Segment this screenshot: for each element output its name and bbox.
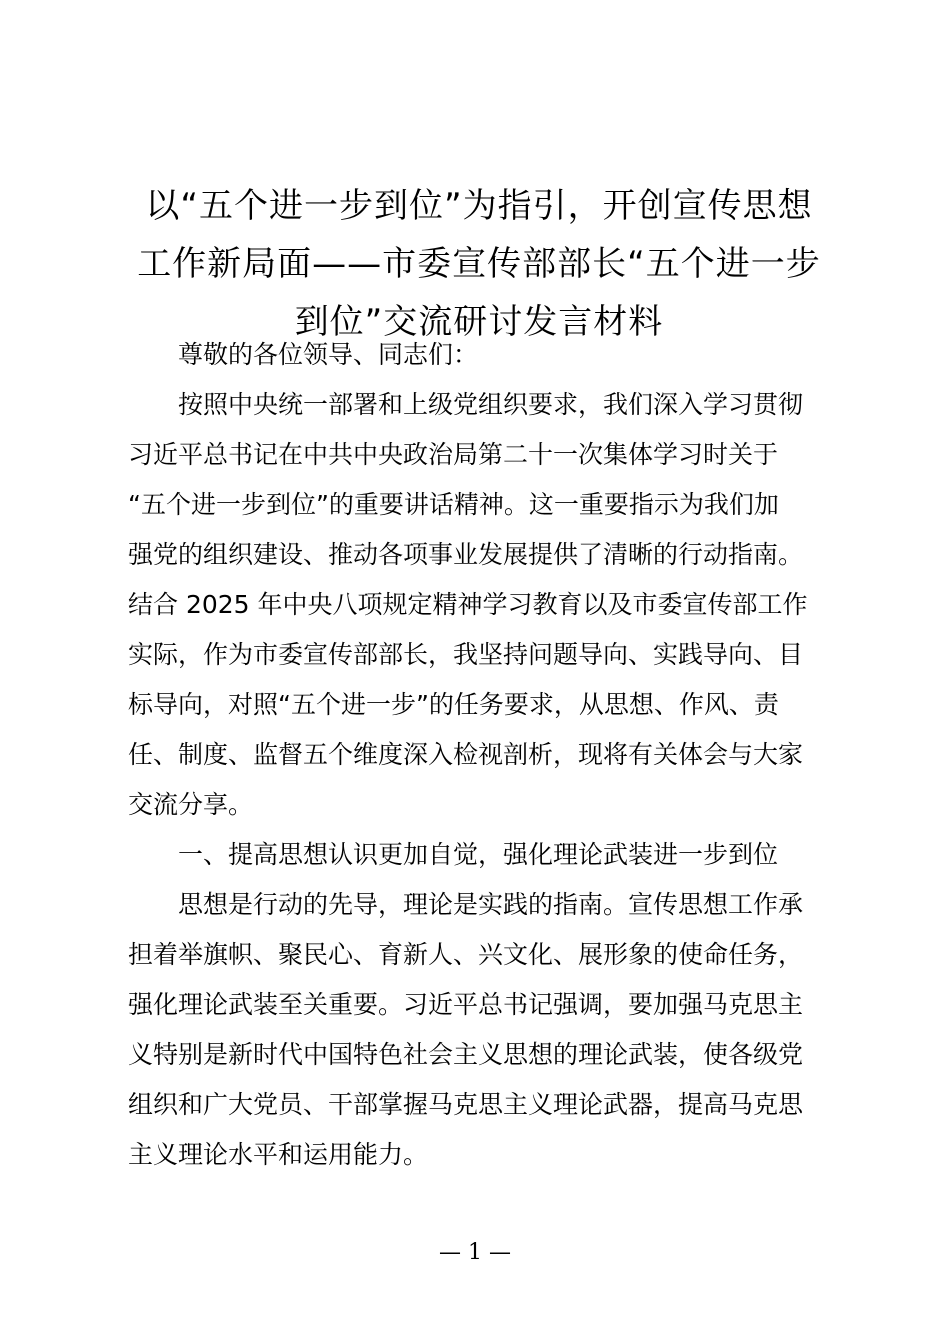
paragraph-section1: [128, 880, 838, 1180]
paragraph-line: 强化理论武装至关重要。习近平总书记强调，要加强马克思主: [128, 990, 804, 1019]
title-line: 以“五个进一步到位”为指引，开创宣传思想: [145, 186, 813, 226]
page-number: — 1 —: [439, 1240, 511, 1265]
document-body: [128, 330, 838, 1180]
paragraph-line: 思想是行动的先导，理论是实践的指南。宣传思想工作承: [178, 890, 804, 919]
document-title: [120, 177, 838, 351]
paragraph-line: 实际，作为市委宣传部部长，我坚持问题导向、实践导向、目: [128, 640, 804, 669]
paragraph-line: “五个进一步到位”的重要讲话精神。这一重要指示为我们加: [128, 490, 779, 519]
paragraph-line: 组织和广大党员、干部掌握马克思主义理论武器，提高马克思: [128, 1090, 804, 1119]
paragraph-line: 担着举旗帜、聚民心、育新人、兴文化、展形象的使命任务，: [128, 940, 804, 969]
salutation: 尊敬的各位领导、同志们：: [178, 340, 479, 369]
paragraph-line: 强党的组织建设、推动各项事业发展提供了清晰的行动指南。: [128, 540, 804, 569]
paragraph-line: 交流分享。: [128, 790, 254, 819]
section-heading: 一、提高思想认识更加自觉，强化理论武装进一步到位: [178, 840, 779, 869]
paragraph-intro: [128, 380, 838, 830]
paragraph-line: 结合 2025 年中央八项规定精神学习教育以及市委宣传部工作: [128, 590, 808, 619]
paragraph-line: 任、制度、监督五个维度深入检视剖析，现将有关体会与大家: [128, 740, 804, 769]
title-line: 工作新局面——市委宣传部部长“五个进一步: [137, 244, 821, 284]
paragraph-line: 习近平总书记在中共中央政治局第二十一次集体学习时关于: [128, 440, 779, 469]
paragraph-line: 按照中央统一部署和上级党组织要求，我们深入学习贯彻: [178, 390, 804, 419]
paragraph-line: 主义理论水平和运用能力。: [128, 1140, 429, 1169]
title-line: 到位”交流研讨发言材料: [294, 302, 664, 342]
paragraph-line: 标导向，对照“五个进一步”的任务要求，从思想、作风、责: [128, 690, 779, 719]
paragraph-line: 义特别是新时代中国特色社会主义思想的理论武装，使各级党: [128, 1040, 804, 1069]
